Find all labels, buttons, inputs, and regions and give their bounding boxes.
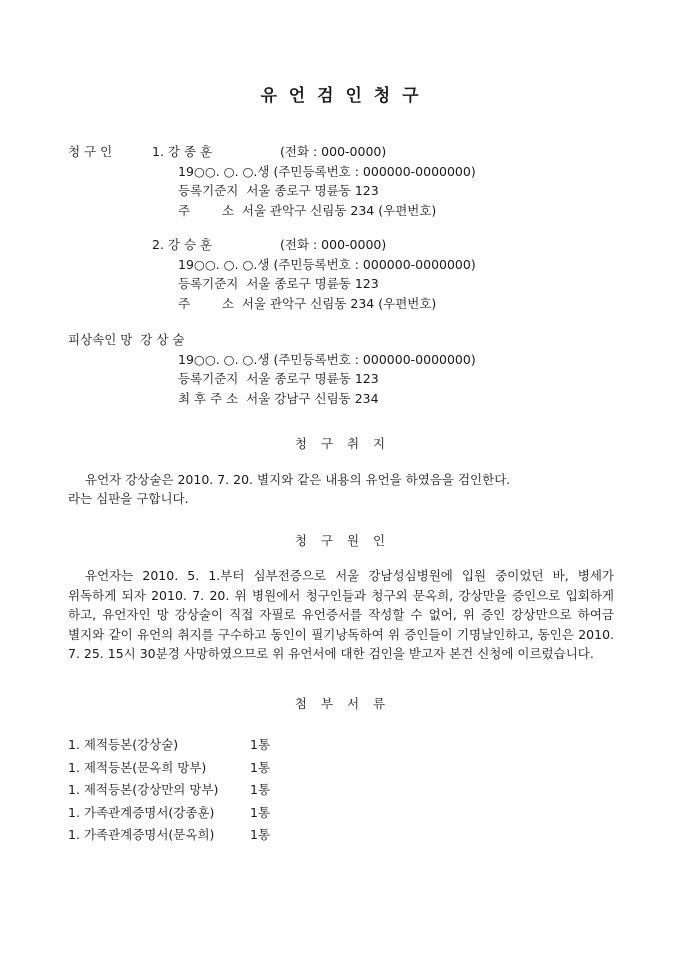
petitioner-1-address: 주 소 서울 관악구 신림동 234 (우편번호)	[178, 202, 437, 218]
petitioner-2	[152, 235, 614, 313]
attachments-list	[68, 735, 614, 845]
attachment-label: 1. 제적등본(강상술)	[68, 737, 179, 752]
attachment-row	[68, 825, 614, 845]
attachment-count: 1통	[250, 804, 271, 820]
attachment-count: 1통	[250, 759, 271, 775]
petitioner-1-heading-row	[152, 142, 614, 162]
petitioner-label: 청 구 인	[68, 144, 113, 159]
attachment-count: 1통	[250, 827, 271, 842]
petitioner-1-birth: 19○○. ○. ○.생 (주민등록번호 : 000000-0000000)	[178, 163, 476, 179]
attachment-label: 1. 제적등본(문옥희 망부)	[68, 759, 207, 775]
attachment-label: 1. 가족관계증명서(강종훈)	[68, 804, 215, 820]
petitioner-2-name: 2. 강 승 훈	[152, 237, 213, 252]
purpose-line-2: 라는 심판을 구합니다.	[68, 491, 189, 506]
attachment-count: 1통	[250, 737, 271, 752]
attachments-heading: 첨 부 서 류	[294, 695, 388, 711]
petitioner-2-birth: 19○○. ○. ○.생 (주민등록번호 : 000000-0000000)	[178, 256, 476, 272]
attachment-row	[68, 803, 614, 823]
petitioner-2-phone: (전화 : 000-0000)	[280, 237, 387, 252]
attachment-label: 1. 가족관계증명서(문옥희)	[68, 827, 215, 842]
decedent-section	[68, 330, 614, 408]
petitioner-2-address: 주 소 서울 관악구 신림동 234 (우편번호)	[178, 295, 437, 311]
attachment-label: 1. 제적등본(강상만의 망부)	[68, 782, 219, 797]
petitioner-1-phone: (전화 : 000-0000)	[280, 144, 387, 159]
petitioner-2-heading-row	[152, 235, 614, 255]
decedent-label: 피상속인 망 강 상 술	[68, 332, 185, 347]
cause-paragraph: 유언자는 2010. 5. 1.부터 심부전증으로 서울 강남성심병원에 입원 중이었던 바, 병세가 위독하게 되자 2010. 7. 20. 위 병원에서 청구인들과 청구외 문옥희, 강상만을 증인으로 입회하게 하고, 유언자인 망 강상술이 직접 자필로 유언증서를 작성할 수 없어, 위 증인 강상만으로 하여금 별지와 같이 유언의 취지를 구수하고 동인이 필기낭독하여 위 증인들이 기명날인하고, 동인은 2010. 7. 25. 15시 30분경 사망하였으므로 위 유언서에 대한 검인을 받고자 본건 신청에 이르렀습니다.	[68, 568, 614, 661]
petitioner-1-name: 1. 강 종 훈	[152, 144, 213, 159]
petitioner-section	[68, 142, 614, 313]
attachment-row	[68, 780, 614, 800]
petitioner-2-registry: 등록기준지 서울 종로구 명륜동 123	[178, 276, 379, 291]
attachment-row	[68, 735, 614, 755]
purpose-heading: 청 구 취 지	[294, 436, 388, 451]
decedent-last-address: 최 후 주 소 서울 강남구 신림동 234	[178, 390, 379, 406]
petitioner-1-registry: 등록기준지 서울 종로구 명륜동 123	[178, 183, 379, 198]
decedent-birth: 19○○. ○. ○.생 (주민등록번호 : 000000-0000000)	[178, 351, 476, 367]
purpose-line-1: 유언자 강상술은 2010. 7. 20. 별지와 같은 내용의 유언을 하였음을 검인한다.	[85, 471, 511, 487]
cause-heading: 청 구 원 인	[294, 532, 388, 548]
document-title: 유 언 검 인 청 구	[260, 86, 422, 106]
decedent-registry: 등록기준지 서울 종로구 명륜동 123	[178, 371, 379, 386]
attachment-row	[68, 758, 614, 778]
petitioner-content	[152, 142, 614, 313]
attachment-count: 1통	[250, 782, 271, 797]
petitioner-1	[152, 142, 614, 220]
